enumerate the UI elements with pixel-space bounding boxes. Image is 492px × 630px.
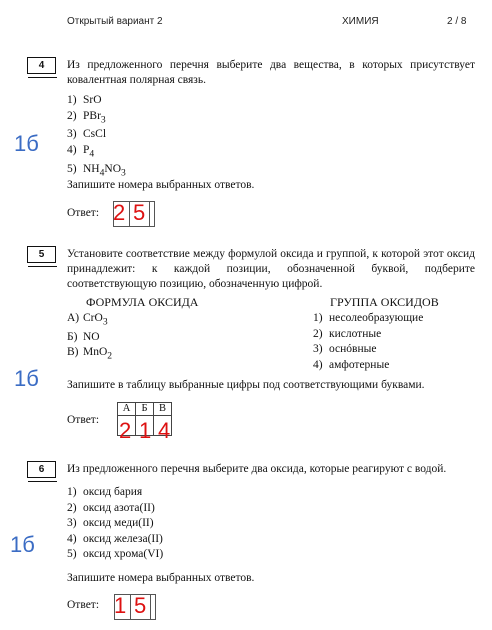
q5-group-item-number: 3) <box>313 343 323 355</box>
q5-right-items <box>313 311 423 373</box>
q4-option-item-text: CsCl <box>83 128 107 141</box>
q4-option-item-text: PBr$_3$ <box>83 109 106 125</box>
q4-answer-1: 2 <box>113 200 126 225</box>
q6-option-item-number: 3) <box>67 517 77 529</box>
q4-option-item-text: SrO <box>83 94 102 106</box>
question-number-underline <box>28 77 57 78</box>
q6-option-item <box>67 501 163 517</box>
q6-answer-label: Ответ: <box>67 599 100 611</box>
q5-formula-item-text: MnO$_2$ <box>83 346 113 362</box>
q6-option-item <box>67 485 163 501</box>
q5-formula-item-number: В) <box>67 346 79 359</box>
header-page: 2 / 8 <box>447 16 467 27</box>
q5-group-item-text: кислотные <box>329 327 382 340</box>
q4-option-item-text: $NH_4NO_3$ <box>83 162 126 178</box>
q5-left-items <box>67 311 112 364</box>
q6-options <box>67 485 163 563</box>
header-subject: ХИМИЯ <box>342 16 379 27</box>
q5-group-item <box>313 327 423 343</box>
q4-score: 1б <box>14 131 39 156</box>
question-number-underline <box>28 481 57 482</box>
q5-formula-item-number: Б) <box>67 330 78 343</box>
q6-instruction: Запишите номера выбранных ответов. <box>67 572 255 584</box>
q5-table-header-b: Б <box>136 403 154 416</box>
q6-option-item-number: 5) <box>67 548 77 560</box>
q5-left-header: ФОРМУЛА ОКСИДА <box>86 295 199 309</box>
q4-answer-label: Ответ: <box>67 207 100 219</box>
q4-option-item <box>67 143 126 162</box>
question-number-5: 5 <box>27 246 56 263</box>
q5-formula-item <box>67 345 112 364</box>
q5-answer-3: 4 <box>158 418 171 443</box>
q6-option-item-text: оксид железа(II) <box>83 532 163 545</box>
q4-option-item-number: 1) <box>67 94 77 106</box>
q6-answer-2: 5 <box>134 593 147 618</box>
q5-answer-2: 1 <box>139 418 152 443</box>
q4-option-item-number: 2) <box>67 109 77 122</box>
q4-answer-2: 5 <box>133 200 146 225</box>
q4-option-item <box>67 127 126 143</box>
q6-option-item-number: 1) <box>67 486 77 498</box>
q4-option-item-text: $P_4$ <box>83 143 95 160</box>
q5-formula-item-number: А) <box>67 312 80 324</box>
q5-answer-1: 2 <box>119 418 132 443</box>
q5-score: 1б <box>14 366 39 391</box>
q6-option-item-text: оксид азота(II) <box>83 501 155 514</box>
q6-option-item-text: оксид меди(II) <box>83 517 154 529</box>
q5-group-item-number: 2) <box>313 327 323 340</box>
q6-score: 1б <box>10 532 35 557</box>
q4-option-item <box>67 109 126 128</box>
q5-formula-item-text: CrO$_3$ <box>83 312 108 328</box>
header-variant: Открытый вариант 2 <box>67 16 163 27</box>
q6-option-item <box>67 547 163 563</box>
q6-answer-1: 1 <box>114 593 127 618</box>
q6-option-item-number: 2) <box>67 501 77 514</box>
q6-option-item-text: оксид бария <box>83 486 143 498</box>
q6-option-item <box>67 532 163 548</box>
question-5-text: Установите соответствие между формулой оксида и группой, к которой этот оксид принадлежит: к каждой позиции, обозначенной буквой, подберите соответствующую позицию, обозначенную цифрой. <box>67 248 475 290</box>
q5-instruction: Запишите в таблицу выбранные цифры под соответствующими буквами. <box>67 379 425 391</box>
q4-instruction: Запишите номера выбранных ответов. <box>67 179 255 191</box>
question-number-underline <box>28 266 57 267</box>
q5-formula-item-text: NO <box>83 330 100 343</box>
q4-option-item-number: 5) <box>67 162 77 175</box>
q5-group-item-text: оснóвные <box>329 343 377 355</box>
q5-group-item-number: 1) <box>313 312 323 324</box>
question-number-6: 6 <box>27 461 56 478</box>
question-4-text: Из предложенного перечня выберите два вещества, в которых присутствует ковалентная полярная связь. <box>67 59 475 86</box>
q4-option-item-number: 3) <box>67 128 77 141</box>
question-6-text: Из предложенного перечня выберите два оксида, которые реагируют с водой. <box>67 463 447 475</box>
q5-formula-item <box>67 330 112 346</box>
question-number-4: 4 <box>27 57 56 74</box>
q5-formula-item <box>67 311 112 330</box>
q6-option-item-text: оксид хрома(VI) <box>83 548 164 560</box>
q6-option-item <box>67 516 163 532</box>
q5-group-item <box>313 358 423 374</box>
q5-group-item-text: амфотерные <box>329 358 390 371</box>
q6-option-item-number: 4) <box>67 532 77 545</box>
q5-answer-label: Ответ: <box>67 414 100 426</box>
q4-options <box>67 93 126 180</box>
q4-option-item <box>67 93 126 109</box>
q5-right-header: ГРУППА ОКСИДОВ <box>330 295 439 309</box>
q5-table-header-v: В <box>154 403 172 416</box>
q5-table-header-a: А <box>118 403 136 416</box>
q4-option-item-number: 4) <box>67 143 77 156</box>
q5-group-item-text: несолеобразующие <box>329 312 424 324</box>
q5-group-item <box>313 311 423 327</box>
q5-group-item <box>313 342 423 358</box>
q5-group-item-number: 4) <box>313 358 323 371</box>
